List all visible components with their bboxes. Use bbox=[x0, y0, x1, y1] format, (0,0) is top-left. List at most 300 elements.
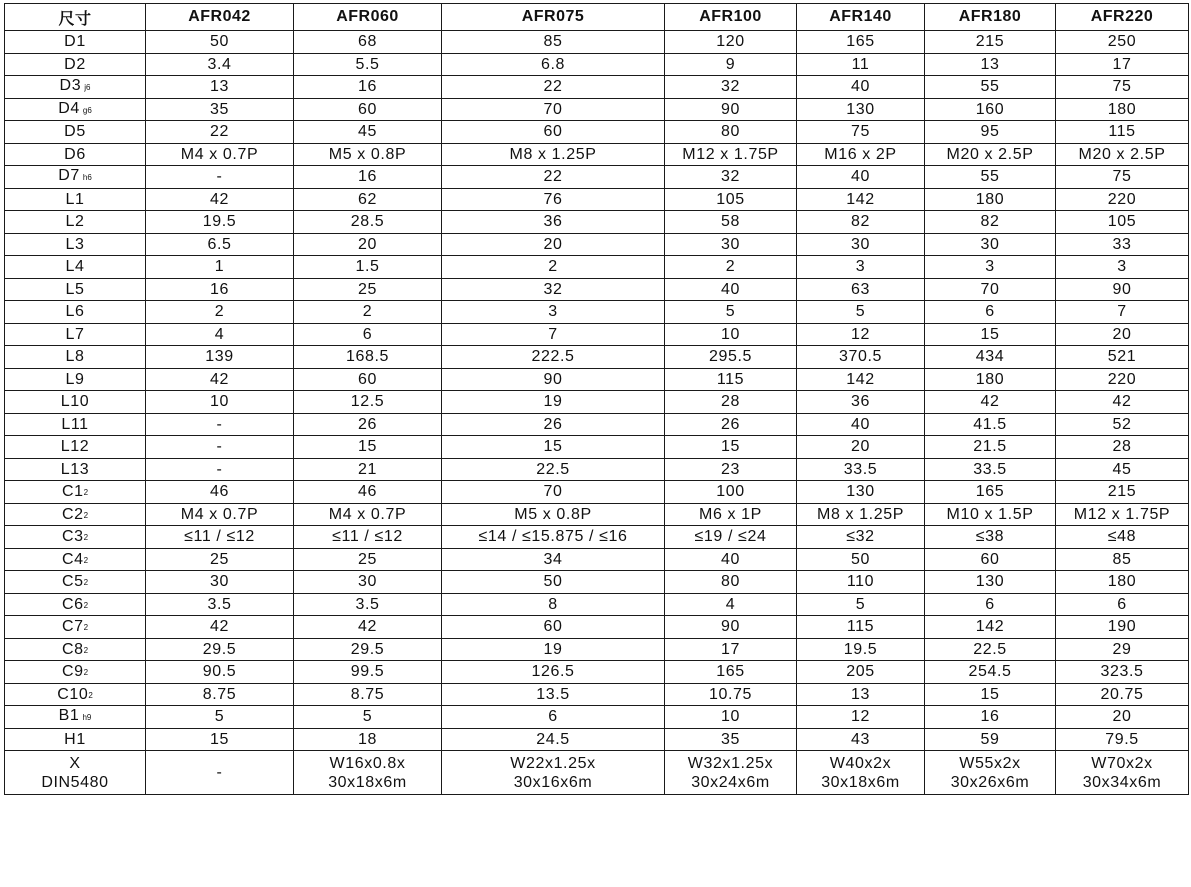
table-cell-line: W55x2x bbox=[959, 754, 1021, 772]
table-cell: 3 bbox=[442, 301, 665, 324]
row-label bbox=[5, 458, 146, 481]
table-cell: 20 bbox=[797, 436, 925, 459]
row-label bbox=[5, 683, 146, 706]
table-cell-line: 30x16x6m bbox=[513, 773, 593, 791]
row-label bbox=[5, 728, 146, 751]
table-cell: M5 x 0.8P bbox=[294, 143, 442, 166]
table-cell: 215 bbox=[1056, 481, 1189, 504]
table-row bbox=[5, 481, 1189, 504]
table-cell: 26 bbox=[294, 413, 442, 436]
table-cell: 76 bbox=[442, 188, 665, 211]
row-label-text: L13 bbox=[60, 460, 90, 478]
table-cell: 142 bbox=[797, 368, 925, 391]
table-cell: 70 bbox=[442, 481, 665, 504]
table-cell: 215 bbox=[925, 31, 1056, 54]
table-cell: 6.5 bbox=[146, 233, 294, 256]
row-label bbox=[5, 233, 146, 256]
row-label-text: C1 bbox=[61, 483, 84, 501]
table-cell: 35 bbox=[146, 98, 294, 121]
table-cell: 90.5 bbox=[146, 661, 294, 684]
table-cell: 13.5 bbox=[442, 683, 665, 706]
row-label bbox=[5, 53, 146, 76]
table-cell-line: W32x1.25x bbox=[687, 754, 774, 772]
table-cell: 42 bbox=[146, 368, 294, 391]
table-body bbox=[5, 31, 1189, 795]
column-header-model: AFR075 bbox=[442, 4, 665, 31]
column-header-model: AFR042 bbox=[146, 4, 294, 31]
row-label-text: D5 bbox=[64, 123, 86, 141]
table-row bbox=[5, 31, 1189, 54]
table-cell: 3 bbox=[925, 256, 1056, 279]
row-label bbox=[5, 166, 146, 189]
row-label bbox=[5, 503, 146, 526]
row-label-line: X bbox=[69, 754, 81, 772]
table-cell: 142 bbox=[925, 616, 1056, 639]
table-cell: 30 bbox=[294, 571, 442, 594]
table-cell: ≤14 / ≤15.875 / ≤16 bbox=[442, 526, 665, 549]
table-cell: 12 bbox=[797, 706, 925, 729]
table-cell: 19 bbox=[442, 391, 665, 414]
table-row bbox=[5, 121, 1189, 144]
table-cell: 40 bbox=[797, 166, 925, 189]
row-label bbox=[5, 301, 146, 324]
table-cell: 100 bbox=[665, 481, 797, 504]
row-label-text: D2 bbox=[64, 55, 86, 73]
table-cell: M20 x 2.5P bbox=[1056, 143, 1189, 166]
table-cell: 2 bbox=[442, 256, 665, 279]
table-cell: 20 bbox=[442, 233, 665, 256]
table-cell: 68 bbox=[294, 31, 442, 54]
table-cell: 46 bbox=[294, 481, 442, 504]
row-label-text: L8 bbox=[65, 348, 85, 366]
table-cell: - bbox=[146, 436, 294, 459]
table-cell: 220 bbox=[1056, 368, 1189, 391]
table-row bbox=[5, 503, 1189, 526]
table-cell: 15 bbox=[442, 436, 665, 459]
table-cell: 80 bbox=[665, 571, 797, 594]
table-cell: 9 bbox=[665, 53, 797, 76]
row-label-text: B1 bbox=[58, 707, 80, 725]
table-cell: ≤32 bbox=[797, 526, 925, 549]
table-cell: 10 bbox=[146, 391, 294, 414]
table-cell: 25 bbox=[294, 548, 442, 571]
table-row bbox=[5, 166, 1189, 189]
table-cell: 165 bbox=[797, 31, 925, 54]
table-cell: 110 bbox=[797, 571, 925, 594]
table-cell: 521 bbox=[1056, 346, 1189, 369]
table-cell: 25 bbox=[146, 548, 294, 571]
row-label bbox=[5, 571, 146, 594]
table-cell: 6 bbox=[925, 593, 1056, 616]
table-cell-line: W16x0.8x bbox=[329, 754, 406, 772]
table-row bbox=[5, 76, 1189, 99]
table-cell: ≤11 / ≤12 bbox=[146, 526, 294, 549]
row-label-text: L12 bbox=[60, 438, 90, 456]
row-label bbox=[5, 593, 146, 616]
row-label-text: L7 bbox=[65, 325, 85, 343]
table-cell: 30 bbox=[797, 233, 925, 256]
table-row bbox=[5, 98, 1189, 121]
table-cell: M6 x 1P bbox=[665, 503, 797, 526]
table-cell: 323.5 bbox=[1056, 661, 1189, 684]
table-cell: 32 bbox=[665, 76, 797, 99]
row-label bbox=[5, 548, 146, 571]
column-header-model: AFR220 bbox=[1056, 4, 1189, 31]
row-label-superscript: 2 bbox=[83, 600, 89, 610]
table-cell: 60 bbox=[294, 98, 442, 121]
table-cell: 45 bbox=[1056, 458, 1189, 481]
table-cell: 5 bbox=[797, 301, 925, 324]
row-label-text: L11 bbox=[61, 415, 89, 433]
table-cell: 15 bbox=[925, 683, 1056, 706]
table-cell: 22 bbox=[442, 76, 665, 99]
row-label-text: C5 bbox=[61, 573, 84, 591]
row-label bbox=[5, 638, 146, 661]
table-row bbox=[5, 638, 1189, 661]
table-cell: 6 bbox=[294, 323, 442, 346]
row-label bbox=[5, 143, 146, 166]
table-cell: 20 bbox=[1056, 706, 1189, 729]
row-label-superscript: 2 bbox=[83, 510, 89, 520]
row-label bbox=[5, 751, 146, 795]
row-label-superscript: 2 bbox=[83, 533, 89, 543]
table-cell: 18 bbox=[294, 728, 442, 751]
table-cell: ≤11 / ≤12 bbox=[294, 526, 442, 549]
column-header-model: AFR180 bbox=[925, 4, 1056, 31]
row-label bbox=[5, 661, 146, 684]
table-cell: 33 bbox=[1056, 233, 1189, 256]
table-cell: 6 bbox=[1056, 593, 1189, 616]
table-cell: 190 bbox=[1056, 616, 1189, 639]
table-cell: 3 bbox=[797, 256, 925, 279]
table-cell-line: W22x1.25x bbox=[510, 754, 596, 772]
row-label-text: D1 bbox=[64, 33, 86, 51]
table-cell: 60 bbox=[442, 121, 665, 144]
table-row bbox=[5, 458, 1189, 481]
table-cell: 8.75 bbox=[294, 683, 442, 706]
table-row bbox=[5, 211, 1189, 234]
dimension-table bbox=[4, 3, 1189, 795]
row-label-text: C10 bbox=[57, 685, 89, 703]
row-label-text: C4 bbox=[61, 550, 84, 568]
table-cell: 50 bbox=[797, 548, 925, 571]
table-cell: 30 bbox=[925, 233, 1056, 256]
table-cell: 90 bbox=[442, 368, 665, 391]
table-cell: 165 bbox=[925, 481, 1056, 504]
table-cell: 17 bbox=[1056, 53, 1189, 76]
row-label-text: L1 bbox=[65, 190, 85, 208]
table-row bbox=[5, 728, 1189, 751]
table-cell: 3 bbox=[1056, 256, 1189, 279]
table-cell: M10 x 1.5P bbox=[925, 503, 1056, 526]
row-label-tolerance: h6 bbox=[82, 173, 92, 183]
table-cell: 1.5 bbox=[294, 256, 442, 279]
table-row bbox=[5, 188, 1189, 211]
table-cell: 43 bbox=[797, 728, 925, 751]
table-cell: 295.5 bbox=[665, 346, 797, 369]
table-cell: 60 bbox=[294, 368, 442, 391]
row-label bbox=[5, 616, 146, 639]
table-row bbox=[5, 413, 1189, 436]
row-label-text: L4 bbox=[65, 258, 85, 276]
table-cell: 6.8 bbox=[442, 53, 665, 76]
table-cell: 58 bbox=[665, 211, 797, 234]
row-label-superscript: 2 bbox=[83, 623, 89, 633]
row-label-superscript: 2 bbox=[88, 690, 93, 700]
table-cell: 15 bbox=[925, 323, 1056, 346]
table-cell: 55 bbox=[925, 166, 1056, 189]
table-cell: 62 bbox=[294, 188, 442, 211]
table-cell: 222.5 bbox=[442, 346, 665, 369]
row-label-text: L9 bbox=[65, 370, 85, 388]
table-cell: 29.5 bbox=[146, 638, 294, 661]
table-cell: 115 bbox=[665, 368, 797, 391]
table-cell: 10 bbox=[665, 706, 797, 729]
row-label bbox=[5, 31, 146, 54]
table-cell: 85 bbox=[1056, 548, 1189, 571]
table-cell: 42 bbox=[294, 616, 442, 639]
table-row bbox=[5, 278, 1189, 301]
table-cell: 115 bbox=[797, 616, 925, 639]
table-cell: 55 bbox=[925, 76, 1056, 99]
table-cell bbox=[442, 751, 665, 795]
table-cell: 40 bbox=[797, 76, 925, 99]
table-row bbox=[5, 706, 1189, 729]
table-cell: 45 bbox=[294, 121, 442, 144]
table-cell-line: - bbox=[216, 764, 223, 781]
table-cell: 17 bbox=[665, 638, 797, 661]
row-label-tolerance: h9 bbox=[82, 713, 92, 723]
row-label bbox=[5, 526, 146, 549]
table-cell: 126.5 bbox=[442, 661, 665, 684]
table-cell: 130 bbox=[797, 98, 925, 121]
table-cell: 5.5 bbox=[294, 53, 442, 76]
table-cell: 26 bbox=[442, 413, 665, 436]
table-cell: - bbox=[146, 458, 294, 481]
table-cell: 29 bbox=[1056, 638, 1189, 661]
table-cell bbox=[146, 751, 294, 795]
table-cell: 6 bbox=[442, 706, 665, 729]
row-label-superscript: 2 bbox=[83, 668, 89, 678]
table-cell: 42 bbox=[146, 188, 294, 211]
table-cell: 35 bbox=[665, 728, 797, 751]
row-label-superscript: 2 bbox=[83, 555, 89, 565]
row-label-text: D3 bbox=[59, 77, 82, 95]
table-cell: 180 bbox=[1056, 571, 1189, 594]
table-cell: - bbox=[146, 413, 294, 436]
table-cell: M12 x 1.75P bbox=[1056, 503, 1189, 526]
table-cell: 250 bbox=[1056, 31, 1189, 54]
table-row bbox=[5, 53, 1189, 76]
table-cell-line: 30x18x6m bbox=[328, 773, 407, 791]
table-cell-line: 30x26x6m bbox=[950, 773, 1030, 791]
table-row bbox=[5, 593, 1189, 616]
row-label-text: D4 bbox=[58, 99, 80, 117]
table-cell: 75 bbox=[1056, 166, 1189, 189]
column-header-dimension: 尺寸 bbox=[5, 4, 146, 31]
table-cell: 142 bbox=[797, 188, 925, 211]
table-cell: M12 x 1.75P bbox=[665, 143, 797, 166]
table-cell: 32 bbox=[665, 166, 797, 189]
table-cell-line: 30x34x6m bbox=[1082, 773, 1162, 791]
table-cell: 82 bbox=[925, 211, 1056, 234]
table-cell: 5 bbox=[294, 706, 442, 729]
table-cell: 15 bbox=[146, 728, 294, 751]
table-cell: 370.5 bbox=[797, 346, 925, 369]
table-row bbox=[5, 233, 1189, 256]
row-label bbox=[5, 368, 146, 391]
table-cell: 82 bbox=[797, 211, 925, 234]
row-label bbox=[5, 188, 146, 211]
table-cell: 3.4 bbox=[146, 53, 294, 76]
table-row-spline bbox=[5, 751, 1189, 795]
table-cell: 46 bbox=[146, 481, 294, 504]
table-row bbox=[5, 256, 1189, 279]
row-label bbox=[5, 391, 146, 414]
table-cell: 8 bbox=[442, 593, 665, 616]
row-label bbox=[5, 706, 146, 729]
row-label-text: C8 bbox=[61, 640, 84, 658]
row-label-text: L2 bbox=[65, 213, 85, 231]
table-header-row bbox=[5, 4, 1189, 31]
table-cell: M4 x 0.7P bbox=[294, 503, 442, 526]
table-row bbox=[5, 548, 1189, 571]
table-cell: 34 bbox=[442, 548, 665, 571]
table-cell: 70 bbox=[925, 278, 1056, 301]
table-cell: 24.5 bbox=[442, 728, 665, 751]
table-cell: 130 bbox=[925, 571, 1056, 594]
table-cell: 130 bbox=[797, 481, 925, 504]
table-cell: - bbox=[146, 166, 294, 189]
table-cell: 90 bbox=[665, 98, 797, 121]
table-cell: 120 bbox=[665, 31, 797, 54]
table-row bbox=[5, 323, 1189, 346]
table-row bbox=[5, 661, 1189, 684]
table-cell: 50 bbox=[442, 571, 665, 594]
row-label-text: L10 bbox=[60, 393, 90, 411]
table-cell: 21 bbox=[294, 458, 442, 481]
table-cell: 2 bbox=[294, 301, 442, 324]
table-cell: 434 bbox=[925, 346, 1056, 369]
table-cell: 20 bbox=[294, 233, 442, 256]
table-cell: 40 bbox=[665, 548, 797, 571]
table-cell: 59 bbox=[925, 728, 1056, 751]
row-label-text: C2 bbox=[61, 505, 84, 523]
table-cell: 22.5 bbox=[925, 638, 1056, 661]
table-cell: 22 bbox=[146, 121, 294, 144]
table-cell: 60 bbox=[442, 616, 665, 639]
table-cell: 75 bbox=[1056, 76, 1189, 99]
row-label bbox=[5, 121, 146, 144]
column-header-model: AFR140 bbox=[797, 4, 925, 31]
table-cell: 3.5 bbox=[294, 593, 442, 616]
table-cell bbox=[1056, 751, 1189, 795]
table-cell bbox=[665, 751, 797, 795]
table-cell: 115 bbox=[1056, 121, 1189, 144]
table-cell: 13 bbox=[925, 53, 1056, 76]
table-cell: 33.5 bbox=[925, 458, 1056, 481]
table-cell: 90 bbox=[665, 616, 797, 639]
table-cell bbox=[925, 751, 1056, 795]
table-cell: 180 bbox=[925, 368, 1056, 391]
table-cell: 13 bbox=[146, 76, 294, 99]
table-cell: 5 bbox=[665, 301, 797, 324]
table-cell: ≤38 bbox=[925, 526, 1056, 549]
table-cell: 30 bbox=[146, 571, 294, 594]
table-cell: 52 bbox=[1056, 413, 1189, 436]
table-cell: 32 bbox=[442, 278, 665, 301]
row-label bbox=[5, 323, 146, 346]
row-label bbox=[5, 481, 146, 504]
row-label bbox=[5, 413, 146, 436]
table-cell: 25 bbox=[294, 278, 442, 301]
table-row bbox=[5, 368, 1189, 391]
table-cell: 7 bbox=[442, 323, 665, 346]
table-cell: 180 bbox=[1056, 98, 1189, 121]
table-cell: 2 bbox=[665, 256, 797, 279]
table-cell: 95 bbox=[925, 121, 1056, 144]
table-cell: 40 bbox=[797, 413, 925, 436]
column-header-model: AFR060 bbox=[294, 4, 442, 31]
row-label-line: DIN5480 bbox=[41, 773, 109, 791]
table-cell: 6 bbox=[925, 301, 1056, 324]
table-cell: M8 x 1.25P bbox=[797, 503, 925, 526]
table-cell: 85 bbox=[442, 31, 665, 54]
table-cell: 28.5 bbox=[294, 211, 442, 234]
row-label bbox=[5, 278, 146, 301]
row-label-text: C3 bbox=[61, 528, 84, 546]
table-cell: 1 bbox=[146, 256, 294, 279]
table-cell: 3.5 bbox=[146, 593, 294, 616]
table-cell-line: 30x24x6m bbox=[691, 773, 770, 791]
table-cell: 90 bbox=[1056, 278, 1189, 301]
table-cell: 22.5 bbox=[442, 458, 665, 481]
table-cell: M4 x 0.7P bbox=[146, 503, 294, 526]
table-cell: 28 bbox=[1056, 436, 1189, 459]
table-cell: 20.75 bbox=[1056, 683, 1189, 706]
row-label-text: D6 bbox=[64, 145, 86, 163]
table-cell: M8 x 1.25P bbox=[442, 143, 665, 166]
table-cell: 80 bbox=[665, 121, 797, 144]
row-label-superscript: 2 bbox=[83, 578, 89, 588]
table-cell: 8.75 bbox=[146, 683, 294, 706]
row-label-text: C7 bbox=[61, 618, 84, 636]
table-cell: 50 bbox=[146, 31, 294, 54]
table-cell: M20 x 2.5P bbox=[925, 143, 1056, 166]
table-cell: 22 bbox=[442, 166, 665, 189]
table-cell: 63 bbox=[797, 278, 925, 301]
row-label-superscript: 2 bbox=[83, 645, 89, 655]
table-cell: 12 bbox=[797, 323, 925, 346]
row-label-text: L6 bbox=[65, 303, 85, 321]
table-cell: 12.5 bbox=[294, 391, 442, 414]
table-cell: 79.5 bbox=[1056, 728, 1189, 751]
table-cell: 5 bbox=[797, 593, 925, 616]
table-cell: 75 bbox=[797, 121, 925, 144]
table-cell: 70 bbox=[442, 98, 665, 121]
row-label bbox=[5, 211, 146, 234]
table-cell-line: W40x2x bbox=[829, 754, 892, 772]
column-header-model: AFR100 bbox=[665, 4, 797, 31]
table-cell: 19 bbox=[442, 638, 665, 661]
row-label-text: L5 bbox=[65, 280, 85, 298]
table-cell: 139 bbox=[146, 346, 294, 369]
table-cell: 99.5 bbox=[294, 661, 442, 684]
table-cell: 23 bbox=[665, 458, 797, 481]
table-row bbox=[5, 436, 1189, 459]
row-label bbox=[5, 256, 146, 279]
table-cell: 205 bbox=[797, 661, 925, 684]
